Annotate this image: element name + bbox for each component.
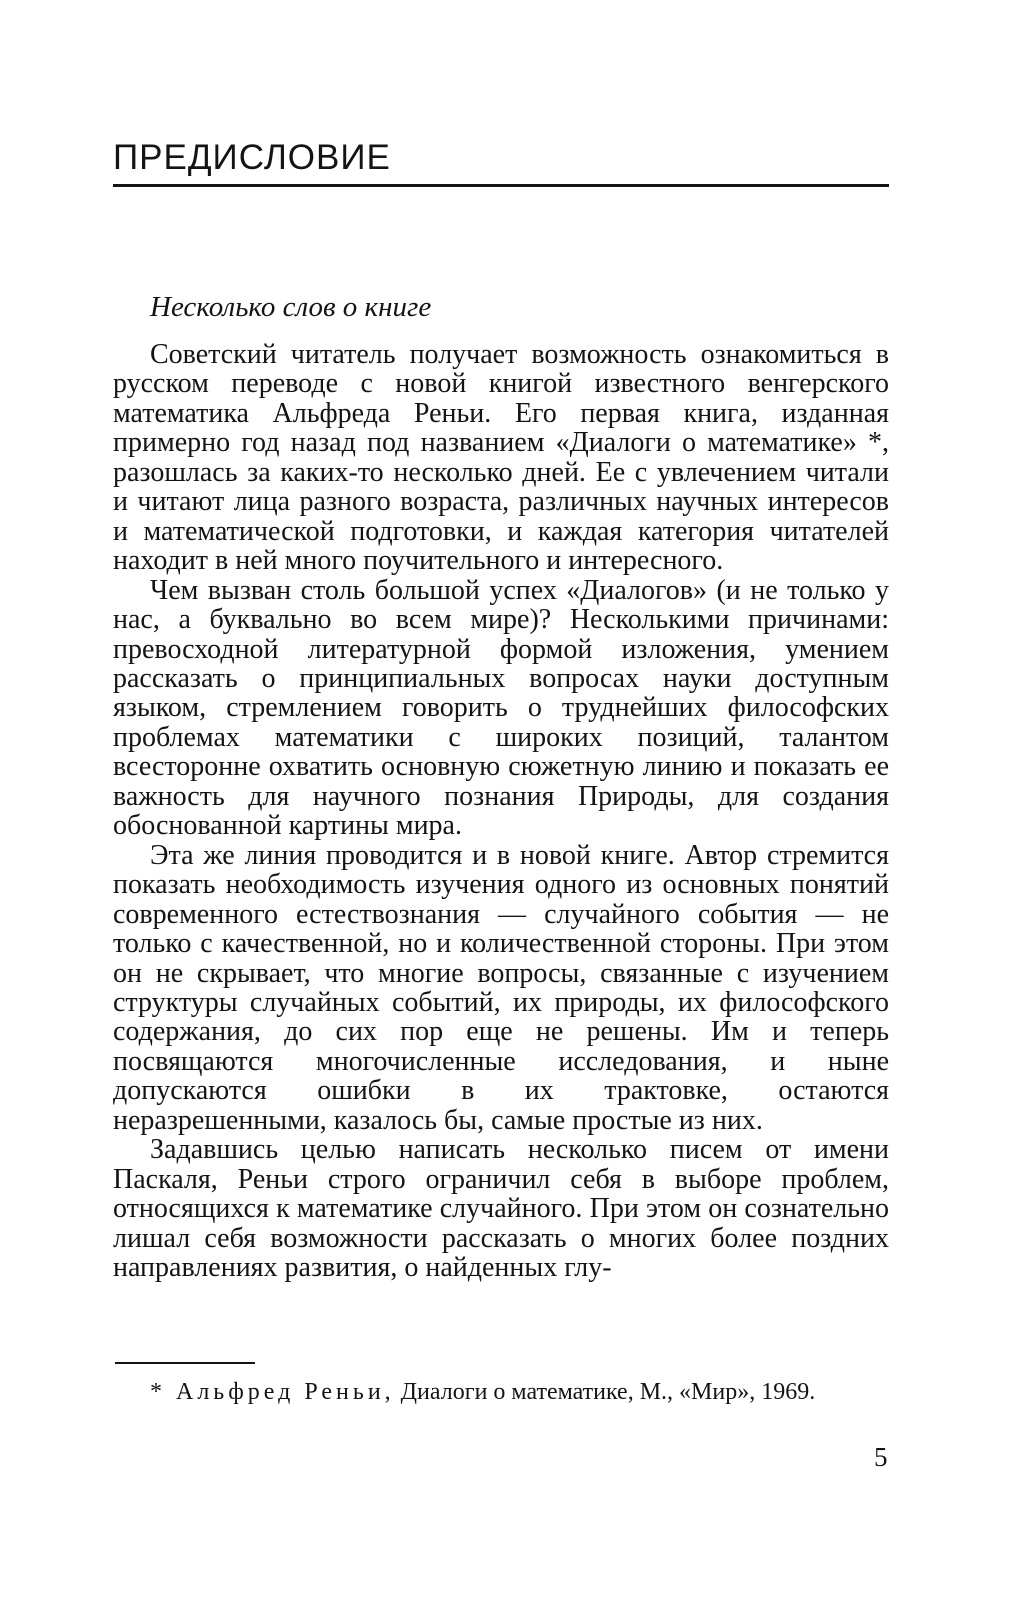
title-rule bbox=[113, 184, 889, 187]
footnote-rule bbox=[115, 1362, 255, 1364]
body-text bbox=[113, 340, 889, 1283]
paragraph-1: Советский читатель получает возможность ознакомиться в русском переводе с новой книгой известного венгерского математика Альфреда Реньи. Его первая книга, изданная примерно год назад под названием «Диалоги о математике» *, разошлась за каких-то несколько дней. Ее с увлечением читали и читают лица разного возраста, различных научных интересов и математической подготовки, и каждая категория читателей находит в ней много поучительного и интересного. bbox=[113, 339, 889, 577]
paragraph-2: Чем вызван столь большой успех «Диалогов» (и не только у нас, а буквально во всем мире)? Несколькими причинами: превосходной литературной формой изложения, умением рассказать о принципиальных вопросах науки доступным языком, стремлением говорить о труднейших философских проблемах математики с широких позиций, талантом всесторонне охватить основную сюжетную линию и показать ее важность для научного познания Природы, для создания обоснованной картины мира. bbox=[113, 574, 889, 842]
section-heading: Несколько слов о книге bbox=[150, 291, 432, 323]
footnote-author: Альфред Реньи, bbox=[176, 1379, 395, 1405]
paragraph-3: Эта же линия проводится и в новой книге. Автор стремится показать необходимость изучения одного из основных понятий современного естествознания — случайного события — не только с качественной, но и количественной стороны. При этом он не скрывает, что многие вопросы, связанные с изучением структуры случайных событий, их природы, их философского содержания, до сих пор еще не решены. Им и теперь посвящаются многочисленные исследования, и ныне допускаются ошибки в их трактовке, остаются неразрешенными, казалось бы, самые простые из них. bbox=[113, 839, 889, 1136]
footnote-citation: Диалоги о математике, М., «Мир», 1969. bbox=[400, 1379, 816, 1405]
chapter-title: ПРЕДИСЛОВИЕ bbox=[113, 138, 391, 177]
page-number: 5 bbox=[874, 1442, 888, 1472]
footnote-marker: * bbox=[150, 1379, 162, 1405]
paragraph-4: Задавшись целью написать несколько писем от имени Паскаля, Реньи строго ограничил себя в выборе проблем, относящихся к математике случайного. При этом он сознательно лишал себя возможности рассказать о многих более поздних направлениях развития, о найденных глу- bbox=[113, 1134, 889, 1284]
footnote bbox=[150, 1377, 895, 1407]
